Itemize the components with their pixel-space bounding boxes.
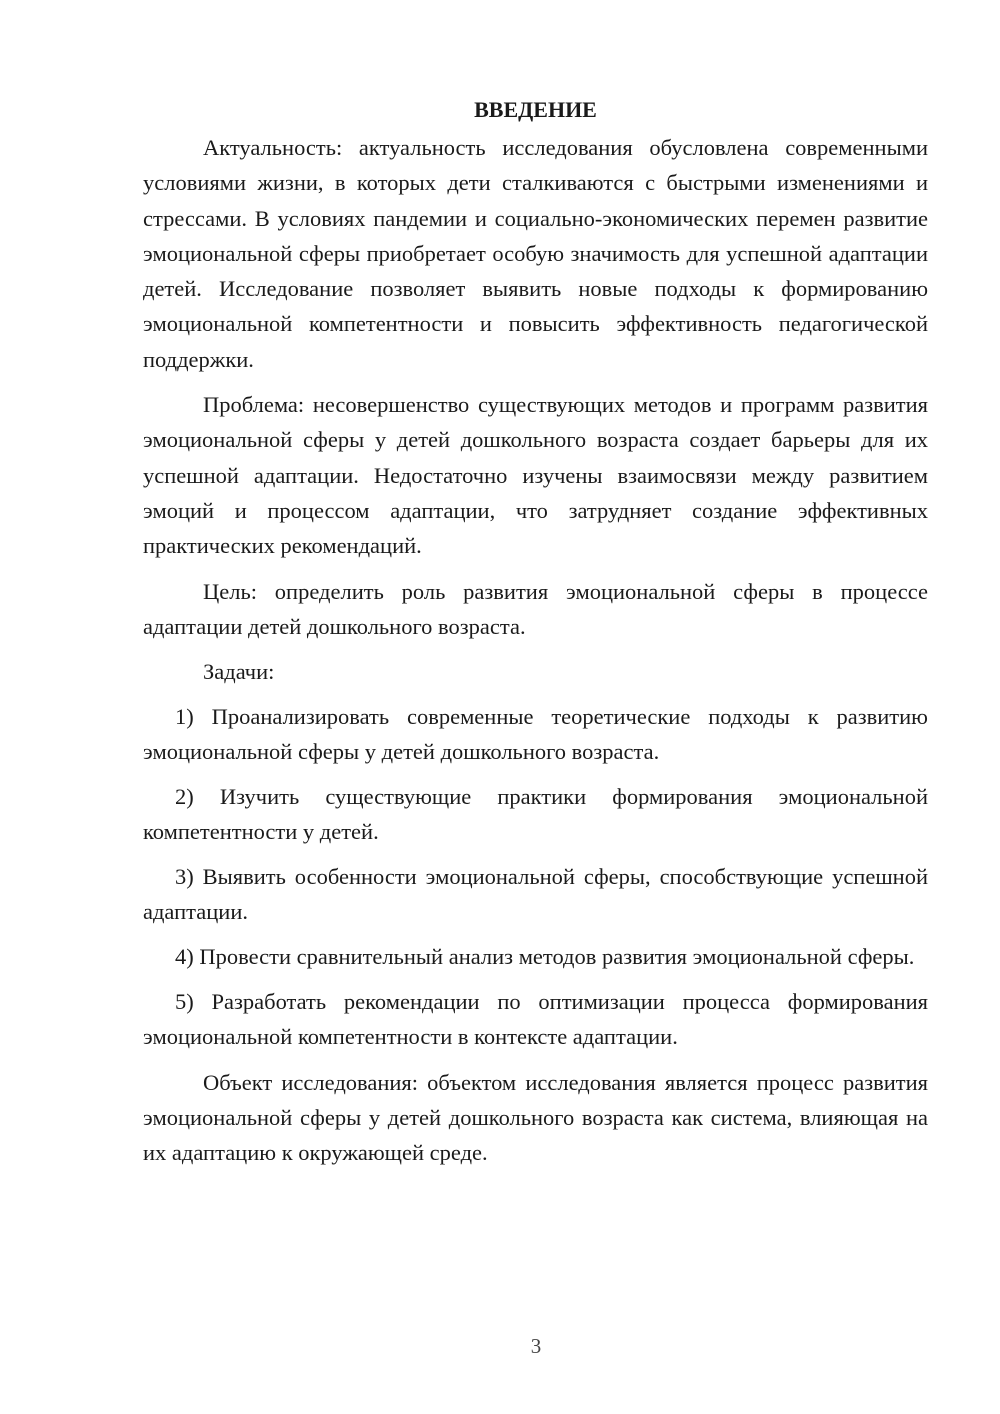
list-item: 1) Проанализировать современные теоретические подходы к развитию эмоциональной сферы у детей дошкольного возраста. xyxy=(143,703,928,765)
list-item: 3) Выявить особенности эмоциональной сферы, способствующие успешной адаптации. xyxy=(143,864,928,925)
paragraph-goal: Цель: определить роль развития эмоциональной сферы в процессе адаптации детей дошкольного возраста. xyxy=(143,578,928,639)
list-item: 5) Разработать рекомендации по оптимизации процесса формирования эмоциональной компетентности в контексте адаптации. xyxy=(143,989,928,1050)
tasks-list xyxy=(143,699,928,1055)
tasks-label: Задачи: xyxy=(203,659,275,685)
section-title: ВВЕДЕНИЕ xyxy=(474,97,597,122)
page-content xyxy=(143,92,928,1171)
paragraph-object: Объект исследования: объектом исследования является процесс развития эмоциональной сферы у детей дошкольного возраста как система, влияющая на их адаптацию к окружающей среде. xyxy=(143,1069,928,1166)
paragraph-relevance: Актуальность: актуальность исследования обусловлена современными условиями жизни, в которых дети сталкиваются с быстрыми изменениями и стрессами. В условиях пандемии и социально-экономических перемен развитие эмоциональной сферы приобретает особую значимость для успешной адаптации детей. Исследование позволяет выявить новые подходы к формированию эмоциональной компетентности и повысить эффективность педагогической поддержки. xyxy=(143,135,928,372)
page-number: 3 xyxy=(530,1334,542,1358)
paragraph-problem: Проблема: несовершенство существующих методов и программ развития эмоциональной сферы у детей дошкольного возраста создает барьеры для их успешной адаптации. Недостаточно изучены взаимосвязи между развитием эмоций и процессом адаптации, что затрудняет создание эффективных практических рекомендаций. xyxy=(143,392,928,559)
list-item: 2) Изучить существующие практики формирования эмоциональной компетентности у детей. xyxy=(143,784,928,845)
list-item: 4) Провести сравнительный анализ методов развития эмоциональной сферы. xyxy=(175,944,915,970)
